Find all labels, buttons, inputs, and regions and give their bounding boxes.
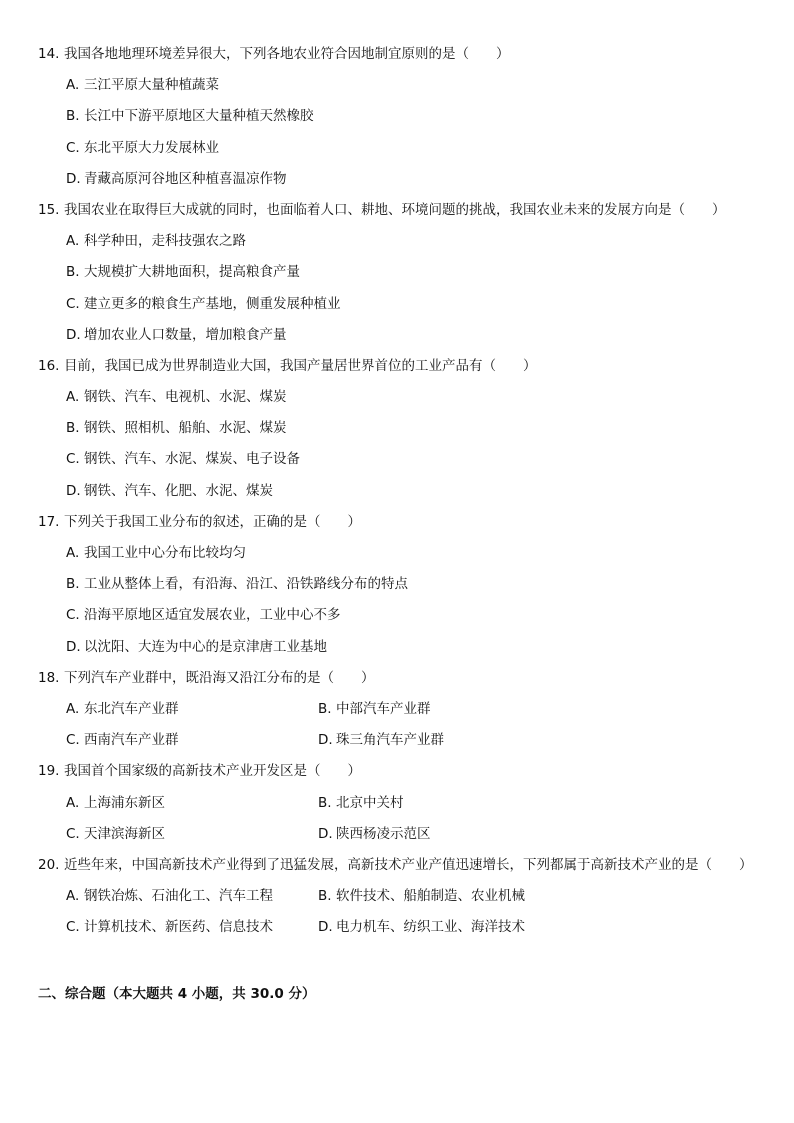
question-stem <box>38 44 768 75</box>
answer-option <box>66 325 287 356</box>
option-row <box>38 169 768 200</box>
option-text: 工业从整体上看，有沿海、沿江、沿铁路线分布的特点 <box>84 576 408 593</box>
option-text: 科学种田，走科技强农之路 <box>84 233 246 250</box>
option-letter: C. <box>66 825 80 842</box>
option-text: 青藏高原河谷地区种植喜温凉作物 <box>84 170 287 187</box>
answer-option <box>66 793 318 824</box>
option-letter: D. <box>66 170 81 187</box>
section-title: 二、综合题（本大题共 4 小题，共 30.0 分） <box>38 986 316 1002</box>
option-text: 增加农业人口数量，增加粮食产量 <box>84 326 287 343</box>
question-stem <box>38 512 768 543</box>
option-text: 钢铁、汽车、电视机、水泥、煤炭 <box>84 389 287 406</box>
question-number: 16. <box>38 357 60 374</box>
option-row <box>38 418 768 449</box>
option-text: 钢铁、汽车、化肥、水泥、煤炭 <box>84 482 273 499</box>
option-letter: B. <box>66 576 80 593</box>
question-block <box>38 761 768 855</box>
question-block <box>38 200 768 356</box>
option-row <box>38 106 768 137</box>
option-letter: C. <box>66 139 80 156</box>
option-row <box>38 543 768 574</box>
option-letter: C. <box>66 919 80 936</box>
option-text: 中部汽车产业群 <box>336 700 431 717</box>
option-text: 长江中下游平原地区大量种植天然橡胶 <box>84 108 314 125</box>
option-letter: A. <box>66 389 80 406</box>
option-row <box>38 325 768 356</box>
answer-option <box>66 169 287 200</box>
option-text: 珠三角汽车产业群 <box>336 732 444 749</box>
answer-option <box>318 824 570 855</box>
answer-option <box>66 449 300 480</box>
option-row <box>38 699 768 730</box>
option-row <box>38 75 768 106</box>
option-row <box>38 481 768 512</box>
option-letter: A. <box>66 794 80 811</box>
answer-option <box>318 699 570 730</box>
option-text: 钢铁、照相机、船舶、水泥、煤炭 <box>84 420 287 437</box>
option-text: 计算机技术、新医药、信息技术 <box>84 919 273 936</box>
option-text: 西南汽车产业群 <box>84 732 179 749</box>
answer-option <box>66 75 219 106</box>
answer-option <box>318 793 570 824</box>
answer-option <box>66 481 273 512</box>
option-text: 大规模扩大耕地面积，提高粮食产量 <box>84 264 300 281</box>
answer-option <box>66 886 318 917</box>
option-row <box>38 730 768 761</box>
answer-option <box>66 138 219 169</box>
option-row <box>38 387 768 418</box>
option-letter: C. <box>66 451 80 468</box>
answer-option <box>66 605 341 636</box>
option-row <box>38 231 768 262</box>
option-letter: D. <box>318 919 333 936</box>
question-number: 17. <box>38 513 60 530</box>
option-text: 东北平原大力发展林业 <box>84 139 219 156</box>
option-text: 陕西杨凌示范区 <box>336 825 431 842</box>
option-letter: B. <box>318 888 332 905</box>
question-number: 15. <box>38 201 60 218</box>
option-letter: B. <box>66 108 80 125</box>
answer-option <box>66 418 287 449</box>
option-letter: D. <box>66 638 81 655</box>
question-block <box>38 668 768 762</box>
question-number: 19. <box>38 763 60 780</box>
question-stem <box>38 356 768 387</box>
question-block <box>38 44 768 200</box>
question-block <box>38 855 768 949</box>
question-stem <box>38 761 768 792</box>
option-row <box>38 637 768 668</box>
answer-option <box>66 637 327 668</box>
question-block <box>38 512 768 668</box>
option-letter: A. <box>66 545 80 561</box>
question-text: 我国各地地理环境差异很大，下列各地农业符合因地制宜原则的是（ ） <box>64 46 510 62</box>
option-letter: C. <box>66 295 80 312</box>
question-number: 20. <box>38 856 60 873</box>
option-row <box>38 449 768 480</box>
option-letter: D. <box>318 825 333 842</box>
question-stem <box>38 668 768 699</box>
question-list <box>38 44 768 948</box>
option-row <box>38 886 768 917</box>
answer-option <box>66 730 318 761</box>
question-text: 我国农业在取得巨大成就的同时，也面临着人口、耕地、环境问题的挑战，我国农业未来的发展方向是（ ） <box>64 201 726 218</box>
option-text: 以沈阳、大连为中心的是京津唐工业基地 <box>84 638 327 655</box>
question-block <box>38 356 768 512</box>
option-text: 上海浦东新区 <box>84 794 165 811</box>
answer-option <box>66 294 341 325</box>
option-letter: B. <box>66 420 80 437</box>
answer-option <box>66 824 318 855</box>
option-text: 建立更多的粮食生产基地，侧重发展种植业 <box>84 295 341 312</box>
option-text: 电力机车、纺织工业、海洋技术 <box>336 919 525 936</box>
answer-option <box>66 574 408 605</box>
question-text: 下列汽车产业群中，既沿海又沿江分布的是（ ） <box>64 669 375 686</box>
option-letter: A. <box>66 233 80 250</box>
option-text: 软件技术、船舶制造、农业机械 <box>336 888 525 905</box>
answer-option <box>66 106 314 137</box>
answer-option <box>66 917 318 948</box>
question-text: 目前，我国已成为世界制造业大国，我国产量居世界首位的工业产品有（ ） <box>64 357 537 374</box>
option-letter: B. <box>318 794 332 811</box>
answer-option <box>318 917 570 948</box>
option-row <box>38 793 768 824</box>
question-text: 我国首个国家级的高新技术产业开发区是（ ） <box>64 763 361 780</box>
option-row <box>38 294 768 325</box>
option-letter: B. <box>66 264 80 281</box>
option-row <box>38 605 768 636</box>
answer-option <box>66 262 300 293</box>
option-text: 三江平原大量种植蔬菜 <box>84 77 219 94</box>
option-letter: D. <box>66 482 81 499</box>
answer-option <box>66 387 287 418</box>
option-text: 东北汽车产业群 <box>84 700 179 717</box>
option-row <box>38 917 768 948</box>
answer-option <box>66 231 246 262</box>
option-text: 钢铁、汽车、水泥、煤炭、电子设备 <box>84 451 300 468</box>
option-row <box>38 262 768 293</box>
option-letter: B. <box>318 700 332 717</box>
option-row <box>38 138 768 169</box>
answer-option <box>66 543 246 574</box>
question-text: 近些年来，中国高新技术产业得到了迅猛发展，高新技术产业产值迅速增长，下列都属于高新技术产业的是（ ） <box>64 856 753 873</box>
question-number: 18. <box>38 669 60 686</box>
option-letter: A. <box>66 77 80 94</box>
option-letter: A. <box>66 888 80 905</box>
option-text: 天津滨海新区 <box>84 825 165 842</box>
option-letter: C. <box>66 732 80 749</box>
question-stem <box>38 200 768 231</box>
option-letter: C. <box>66 607 80 624</box>
option-letter: D. <box>318 732 333 749</box>
question-number: 14. <box>38 46 60 62</box>
option-text: 钢铁冶炼、石油化工、汽车工程 <box>84 888 273 905</box>
option-text: 我国工业中心分布比较均匀 <box>84 545 246 561</box>
option-row <box>38 824 768 855</box>
option-letter: D. <box>66 326 81 343</box>
answer-option <box>318 886 570 917</box>
option-row <box>38 574 768 605</box>
option-letter: A. <box>66 700 80 717</box>
question-stem <box>38 855 768 886</box>
option-text: 沿海平原地区适宜发展农业，工业中心不多 <box>84 607 341 624</box>
answer-option <box>66 699 318 730</box>
option-text: 北京中关村 <box>336 794 404 811</box>
answer-option <box>318 730 570 761</box>
question-text: 下列关于我国工业分布的叙述，正确的是（ ） <box>64 513 361 530</box>
